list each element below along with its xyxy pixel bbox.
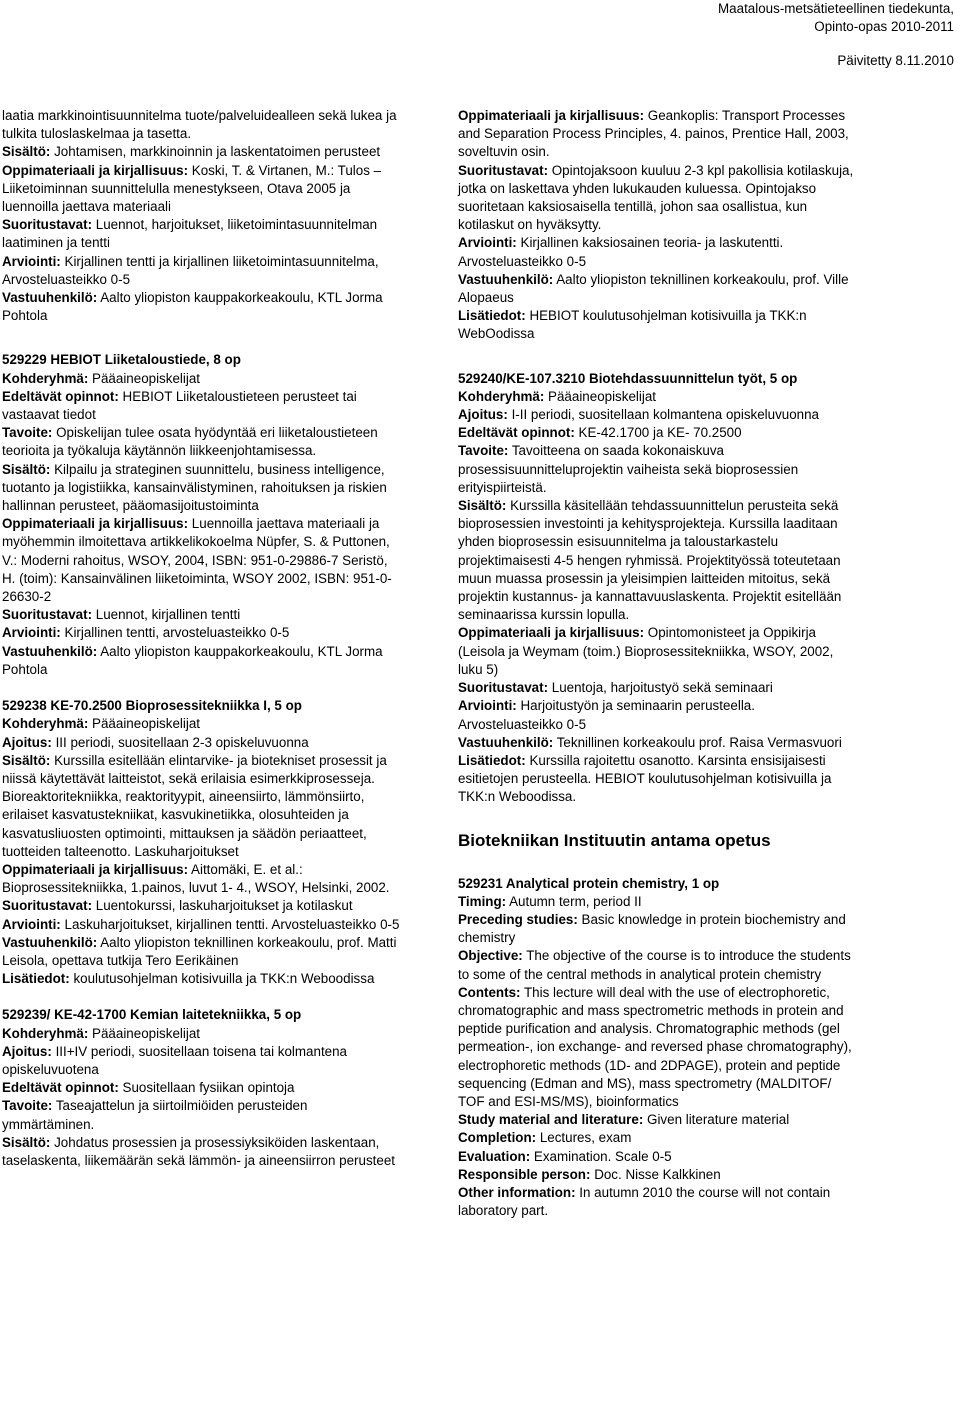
paragraph	[2, 289, 400, 325]
field-value: Opintomonisteet ja Oppikirja (Leisola ja Weymam (toim.) Bioprosessitekniikka, WSOY, 2002, luku 5)	[458, 625, 834, 677]
field-value: Johtamisen, markkinoinnin ja laskentatoimen perusteet	[54, 144, 381, 160]
field-label: Edeltävät opinnot:	[2, 1080, 119, 1096]
field-value: Opiskelijan tulee osata hyödyntää eri liiketaloustieteen teorioita ja työkaluja käytännön liikkeenjohtamisessa.	[2, 425, 378, 459]
field-value: Johdatus prosessien ja prosessiyksiköiden laskentaan, taselaskenta, liikemäärän sekä lämmön- ja aineensiirron perusteet	[2, 1134, 395, 1168]
field-label: Arviointi:	[2, 916, 61, 932]
paragraph	[458, 107, 856, 162]
field-value: Pääaineopiskelijat	[92, 1025, 200, 1041]
guide-title: Opinto-opas 2010-2011	[814, 19, 954, 34]
course-529240	[458, 370, 856, 807]
field-value: HEBIOT Liiketaloustieteen perusteet tai vastaavat tiedot	[2, 388, 357, 423]
field-value: Teknillinen korkeakoulu prof. Raisa Vermasvuori	[556, 734, 842, 750]
paragraph	[2, 216, 400, 252]
field-label: Sisältö:	[458, 498, 507, 514]
paragraph	[458, 752, 856, 807]
field-value: Luennot, kirjallinen tentti	[95, 607, 241, 623]
paragraph	[458, 497, 856, 624]
field-label: Responsible person:	[458, 1166, 591, 1182]
field-value: Basic knowledge in protein biochemistry and chemistry	[458, 911, 846, 946]
field-label: Suoritustavat:	[458, 680, 549, 696]
field-label: Vastuuhenkilö:	[2, 643, 98, 659]
field-label: Vastuuhenkilö:	[2, 934, 98, 950]
field-value: Examination. Scale 0-5	[533, 1148, 672, 1164]
paragraph	[2, 1025, 400, 1043]
field-value: Kirjallinen kaksiosainen teoria- ja laskutentti. Arvosteluasteikko 0-5	[458, 235, 784, 269]
field-value: III+IV periodi, suositellaan toisena tai kolmantena opiskeluvuotena	[2, 1043, 348, 1077]
paragraph	[2, 734, 400, 752]
paragraph	[2, 162, 400, 217]
paragraph	[2, 934, 400, 970]
paragraph	[458, 271, 856, 307]
paragraph	[458, 1148, 856, 1166]
field-value: Kurssilla käsitellään tehdassuunnittelun perusteita sekä bioprosessien investointi ja kehitysprojekteja. Kurssilla laaditaan yhden bioprosessin esisuunnitelma ja taloustarkastelu projektimaisesti 4-5 hengen ryhmissä. Projektityössä toteutetaan muun muassa prosessin ja yleisimpien laitteiden mitoitus, sekä projektin kustannus- ja kannattavuuslaskenta. Projektit esitellään seminaarissa kurssin lopulla.	[458, 498, 842, 623]
paragraph	[458, 424, 856, 442]
paragraph	[2, 624, 400, 642]
field-value: Given literature material	[647, 1112, 790, 1128]
paragraph	[458, 1166, 856, 1184]
field-label: Vastuuhenkilö:	[458, 271, 554, 287]
field-value: Suositellaan fysiikan opintoja	[122, 1080, 295, 1096]
course-529231	[458, 875, 856, 1221]
field-label: Sisältö:	[2, 144, 51, 160]
field-value: Kurssilla esitellään elintarvike- ja biotekniset prosessit ja niissä käytettävät laitteistot, sekä erilaisia esimerkkiprosesseja. Bioreaktoritekniikka, reaktorityypit, aineensiirto, lämmönsiirto, erilaiset kasvatustekniikat, kasvukinetiikka, olosuhteiden ja kasvatusliuosten optimointi, mittauksen ja säädön periaatteet, tuotteiden talteenotto. Laskuharjoitukset	[2, 752, 387, 859]
field-value: Harjoitustyön ja seminaarin perusteella. Arvosteluasteikko 0-5	[458, 698, 755, 732]
field-value: Lectures, exam	[539, 1130, 632, 1146]
paragraph	[2, 370, 400, 388]
field-label: Suoritustavat:	[458, 162, 549, 178]
paragraph	[2, 1097, 400, 1133]
field-label: Arviointi:	[2, 253, 61, 269]
field-label: Oppimateriaali ja kirjallisuus:	[458, 108, 645, 123]
field-label: Oppimateriaali ja kirjallisuus:	[2, 861, 189, 877]
paragraph	[2, 897, 400, 915]
paragraph	[458, 388, 856, 406]
field-value: Aalto yliopiston kauppakorkeakoulu, KTL Jorma Pohtola	[2, 643, 383, 677]
faculty-title: Maatalous-metsätieteellinen tiedekunta,	[718, 1, 954, 16]
paragraph	[2, 715, 400, 733]
paragraph	[2, 916, 400, 934]
field-value: I-II periodi, suositellaan kolmantena opiskeluvuonna	[511, 407, 820, 423]
field-label: Ajoitus:	[2, 1043, 52, 1059]
paragraph	[458, 679, 856, 697]
field-label: Oppimateriaali ja kirjallisuus:	[2, 162, 189, 178]
paragraph	[458, 893, 856, 911]
paragraph	[458, 734, 856, 752]
field-value: koulutusohjelman kotisivuilla ja TKK:n Weboodissa	[73, 971, 375, 987]
field-label: Tavoite:	[458, 443, 509, 459]
paragraph	[458, 442, 856, 497]
field-value: Geankoplis: Transport Processes and Separation Process Principles, 4. painos, Prentice Hall, 2003, soveltuvin osin.	[458, 108, 849, 160]
paragraph	[2, 643, 400, 679]
field-label: Suoritustavat:	[2, 217, 93, 233]
field-value: Opintojaksoon kuuluu 2-3 kpl pakollisia kotilaskuja, jotka on laskettava yhden lukukauden kuluessa. Opintojakso suoritetaan kaksiosaisella tentillä, johon saa osallistua, kun kotilaskut on hyväksytty.	[458, 162, 854, 233]
course-title: 529229 HEBIOT Liiketaloustiede, 8 op	[2, 352, 241, 368]
paragraph	[2, 515, 400, 606]
field-label: Kohderyhmä:	[2, 370, 89, 386]
field-label: Tavoite:	[2, 425, 53, 441]
field-value: Kilpailu ja strateginen suunnittelu, business intelligence, tuotanto ja logistiikka, kansainvälistyminen, rahoituksen ja riskien hallinnan perusteet, pääomasijoitustoiminta	[2, 461, 387, 514]
field-value: III periodi, suositellaan 2-3 opiskeluvuonna	[55, 734, 309, 750]
paragraph	[2, 606, 400, 624]
field-label: Timing:	[458, 893, 507, 909]
field-label: Edeltävät opinnot:	[2, 388, 119, 404]
paragraph	[2, 1134, 400, 1170]
field-value: Taseajattelun ja siirtoilmiöiden perusteiden ymmärtäminen.	[2, 1098, 308, 1132]
paragraph	[2, 1079, 400, 1097]
paragraph	[2, 752, 400, 861]
field-label: Lisätiedot:	[458, 308, 526, 324]
field-value: Luentoja, harjoitustyö sekä seminaari	[551, 680, 773, 696]
paragraph	[458, 1111, 856, 1129]
field-label: Arviointi:	[2, 625, 61, 641]
paragraph	[458, 234, 856, 270]
field-value: laatia markkinointisuunnitelma tuote/palveluidealleen sekä lukea ja tulkita tuloslaskelmaa ja tasetta.	[2, 108, 397, 142]
field-value: Aalto yliopiston teknillinen korkeakoulu, prof. Ville Alopaeus	[458, 271, 849, 306]
paragraph	[458, 1184, 856, 1220]
field-label: Evaluation:	[458, 1148, 531, 1164]
paragraph	[2, 143, 400, 161]
field-label: Kohderyhmä:	[2, 1025, 89, 1041]
paragraph	[2, 424, 400, 460]
field-label: Other information:	[458, 1184, 576, 1200]
field-value: Luennoilla jaettava materiaali ja myöhemmin ilmoitettava artikkelikokoelma Nüpfer, S. & Puttonen, V.: Moderni rahoitus, WSOY, 2004, ISBN: 951-0-29886-7 Seristö, H. (toim): Kansainvälinen liiketoiminta, WSOY 2002, ISBN: 951-0-26630-2	[2, 516, 392, 605]
field-label: Sisältö:	[2, 1134, 51, 1150]
field-value: Kurssilla rajoitettu osanotto. Karsinta ensisijaisesti esitietojen perusteella. HEBIOT koulutusohjelman kotisivuilla ja TKK:n Weboodissa.	[458, 752, 832, 805]
intro-block	[2, 107, 400, 325]
field-label: Kohderyhmä:	[458, 388, 545, 404]
field-value: Luentokurssi, laskuharjoitukset ja kotilaskut	[95, 898, 353, 914]
field-label: Preceding studies:	[458, 911, 578, 927]
field-label: Edeltävät opinnot:	[458, 425, 575, 441]
updated-date: Päivitetty 8.11.2010	[837, 53, 954, 68]
course-title: 529231 Analytical protein chemistry, 1 op	[458, 875, 720, 891]
paragraph	[2, 107, 400, 143]
field-label: Vastuuhenkilö:	[2, 290, 98, 306]
field-label: Kohderyhmä:	[2, 716, 89, 732]
paragraph	[2, 970, 400, 988]
field-label: Ajoitus:	[2, 734, 52, 750]
paragraph	[458, 624, 856, 679]
field-value: In autumn 2010 the course will not contain laboratory part.	[458, 1184, 831, 1219]
field-label: Suoritustavat:	[2, 898, 93, 914]
left-column	[2, 107, 400, 1170]
field-label: Completion:	[458, 1130, 537, 1146]
field-value: The objective of the course is to introduce the students to some of the central methods in analytical protein chemistry	[458, 948, 851, 982]
field-label: Lisätiedot:	[2, 971, 70, 987]
field-label: Tavoite:	[2, 1098, 53, 1114]
paragraph	[458, 162, 856, 235]
field-label: Arviointi:	[458, 698, 517, 714]
field-value: This lecture will deal with the use of electrophoretic, chromatographic and mass spectrometric methods in protein and peptide purification and analysis. Chromatographic methods (gel permeation-, ion exchange- and reversed phase chromatography), electrophoretic methods (1D- and 2DPAGE), protein and peptide sequencing (Edman and MS), mass spectrometry (MALDITOF/ TOF and ESI-MS/MS), bioinformatics	[458, 984, 852, 1109]
paragraph	[458, 911, 856, 947]
course-title: 529239/ KE-42-1700 Kemian laitetekniikka, 5 op	[2, 1007, 302, 1023]
paragraph	[2, 253, 400, 289]
field-value: Aalto yliopiston teknillinen korkeakoulu, prof. Matti Leisola, opettava tutkija Tero Eerikäinen	[2, 934, 397, 968]
field-label: Lisätiedot:	[458, 752, 526, 768]
paragraph	[458, 697, 856, 733]
paragraph	[458, 984, 856, 1111]
field-label: Arviointi:	[458, 235, 517, 251]
field-value: Tavoitteena on saada kokonaiskuva prosessisuunnitteluprojektin vaiheista sekä bioprosessien erityispiirteistä.	[458, 443, 799, 495]
field-label: Study material and literature:	[458, 1112, 644, 1128]
field-value: KE-42.1700 ja KE- 70.2500	[578, 425, 742, 441]
field-label: Oppimateriaali ja kirjallisuus:	[2, 516, 189, 532]
field-label: Ajoitus:	[458, 407, 508, 423]
intro-block	[458, 107, 856, 344]
field-value: Doc. Nisse Kalkkinen	[594, 1166, 721, 1182]
field-value: Pääaineopiskelijat	[548, 388, 656, 404]
right-column	[458, 107, 856, 1220]
field-label: Sisältö:	[2, 752, 51, 768]
paragraph	[2, 461, 400, 516]
field-value: Autumn term, period II	[509, 893, 642, 909]
field-value: Kirjallinen tentti, arvosteluasteikko 0-5	[64, 625, 290, 641]
paragraph	[458, 947, 856, 983]
paragraph	[2, 861, 400, 897]
paragraph	[458, 406, 856, 424]
field-value: Pääaineopiskelijat	[92, 716, 200, 732]
paragraph	[458, 307, 856, 343]
field-value: Kirjallinen tentti ja kirjallinen liiketoimintasuunnitelma, Arvosteluasteikko 0-5	[2, 253, 379, 287]
field-label: Objective:	[458, 948, 523, 964]
field-label: Sisältö:	[2, 461, 51, 477]
field-value: Luennot, harjoitukset, liiketoimintasuunnitelman laatiminen ja tentti	[2, 217, 378, 251]
field-value: HEBIOT koulutusohjelman kotisivuilla ja TKK:n WebOodissa	[458, 308, 807, 342]
paragraph	[458, 1129, 856, 1147]
course-529238	[2, 697, 400, 988]
course-title: 529238 KE-70.2500 Bioprosessitekniikka I, 5 op	[2, 698, 302, 714]
paragraph	[2, 388, 400, 424]
field-value: Laskuharjoitukset, kirjallinen tentti. Arvosteluasteikko 0-5	[64, 916, 400, 932]
course-529229	[2, 351, 400, 679]
field-label: Suoritustavat:	[2, 607, 93, 623]
course-title: 529240/KE-107.3210 Biotehdassuunnittelun työt, 5 op	[458, 370, 798, 386]
field-label: Contents:	[458, 984, 521, 1000]
course-529239	[2, 1006, 400, 1170]
field-label: Oppimateriaali ja kirjallisuus:	[458, 625, 645, 641]
section-heading: Biotekniikan Instituutin antama opetus	[458, 830, 771, 850]
field-value: Aalto yliopiston kauppakorkeakoulu, KTL Jorma Pohtola	[2, 290, 383, 324]
field-label: Vastuuhenkilö:	[458, 734, 554, 750]
paragraph	[2, 1043, 400, 1079]
field-value: Pääaineopiskelijat	[92, 370, 200, 386]
field-value: Aittomäki, E. et al.: Bioprosessitekniikka, 1.painos, luvut 1- 4., WSOY, Helsinki, 2002.	[2, 861, 390, 896]
field-value: Koski, T. & Virtanen, M.: Tulos – Liiketoiminnan suunnittelulla menestykseen, Otava 2005 ja luennoilla jaettava materiaali	[2, 162, 382, 215]
